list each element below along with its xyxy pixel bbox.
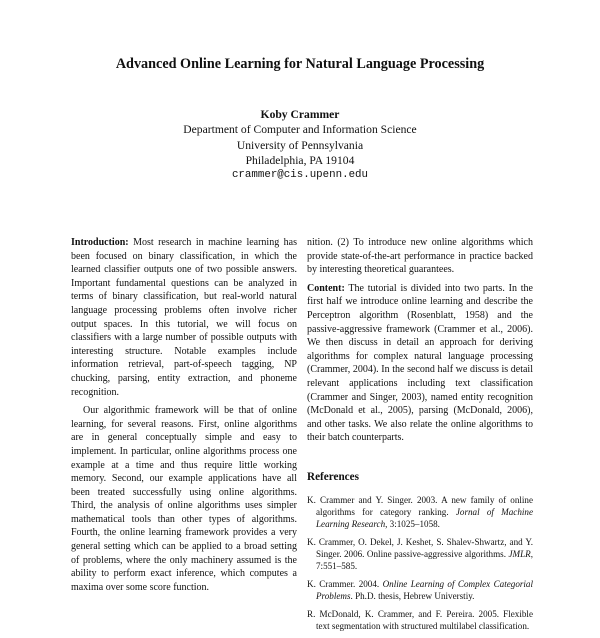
content-heading: Content: [307,282,345,294]
content-paragraph [307,282,533,445]
author-email[interactable]: crammer@cis.upenn.edu [231,169,369,182]
intro-heading: Introduction: [71,237,129,248]
intro-paragraph-2: Our algorithmic framework will be that of online learning, for several reasons. First, online algorithms are in general conceptually simple and easy to implement. In particular, online algorithms process one example at a time and thus require little working memory. Second, our example applications have all been treated successfully using online algorithms. Third, the analysis of online algorithms uses simpler mathematical tools than other types of algorithms. Fourth, the online learning framework provides a very general setting which can be applied to a broad setting of problems, where the only machinery assumed is the ability to perform exact inference, which computes a maxima over some score function. [71,405,297,593]
author-location: Philadelphia, PA 19104 [245,153,355,167]
reference-item: K. Crammer and Y. Singer. 2003. A new family of online algorithms for category ranking. Jornal of Machine Learning Research, 3:1025–1058. [307,494,533,529]
reference-item: K. Crammer, O. Dekel, J. Keshet, S. Shalev-Shwartz, and Y. Singer. 2006. Online passive-aggressive algorithms. JMLR, 7:551–585. [307,536,533,571]
intro-text-1: Most research in machine learning has been focused on binary classification, in which the learned classifier outputs one of two possible answers. Important fundamental questions can be analyzed in terms of binary classification, but real-world natural language processing problems often involve richer output spaces. In this tutorial, we will focus on classifiers with a large number of possible outputs with interesting structure. Notable examples include information retrieval, part-of-speech tagging, NP chucking, parsing, entity extraction, and phoneme recognition. [71,237,297,398]
references-heading: References [307,470,359,483]
author-department: Department of Computer and Information Science [183,123,417,137]
intro-continuation: nition. (2) To introduce new online algorithms which provide state-of-the-art performance in practice backed by interesting theoretical guarantees. [307,237,533,276]
left-column [71,236,297,594]
right-column [307,236,533,638]
author-name: Koby Crammer [260,108,340,121]
reference-item: R. McDonald, K. Crammer, and F. Pereira. 2005. Flexible text segmentation with structured multilabel classification. [307,609,533,632]
intro-paragraph-1 [71,236,297,399]
reference-item: K. Crammer. 2004. Online Learning of Complex Categorial Problems. Ph.D. thesis, Hebrew Universtiy. [307,579,534,602]
author-block [0,107,600,183]
content-text: The tutorial is divided into two parts. In the first half we introduce online learning and describe the Perceptron algorithm (Rosenblatt, 1958) and the passive-aggressive framework (Crammer et al., 2006). We then discuss in detail an approach for deriving algorithms for complex natural language processing (Crammer, 2004). In the second half we discuss is detail relevant applications including text classification (Crammer and Singer, 2003), named entity recognition (McDonald et al., 2005), parsing (McDonald, 2006), and other tasks. We also relate the online algorithms to their batch counterparts. [307,282,533,444]
author-university: University of Pennsylvania [236,138,364,152]
paper-title: Advanced Online Learning for Natural Language Processing [115,56,485,72]
